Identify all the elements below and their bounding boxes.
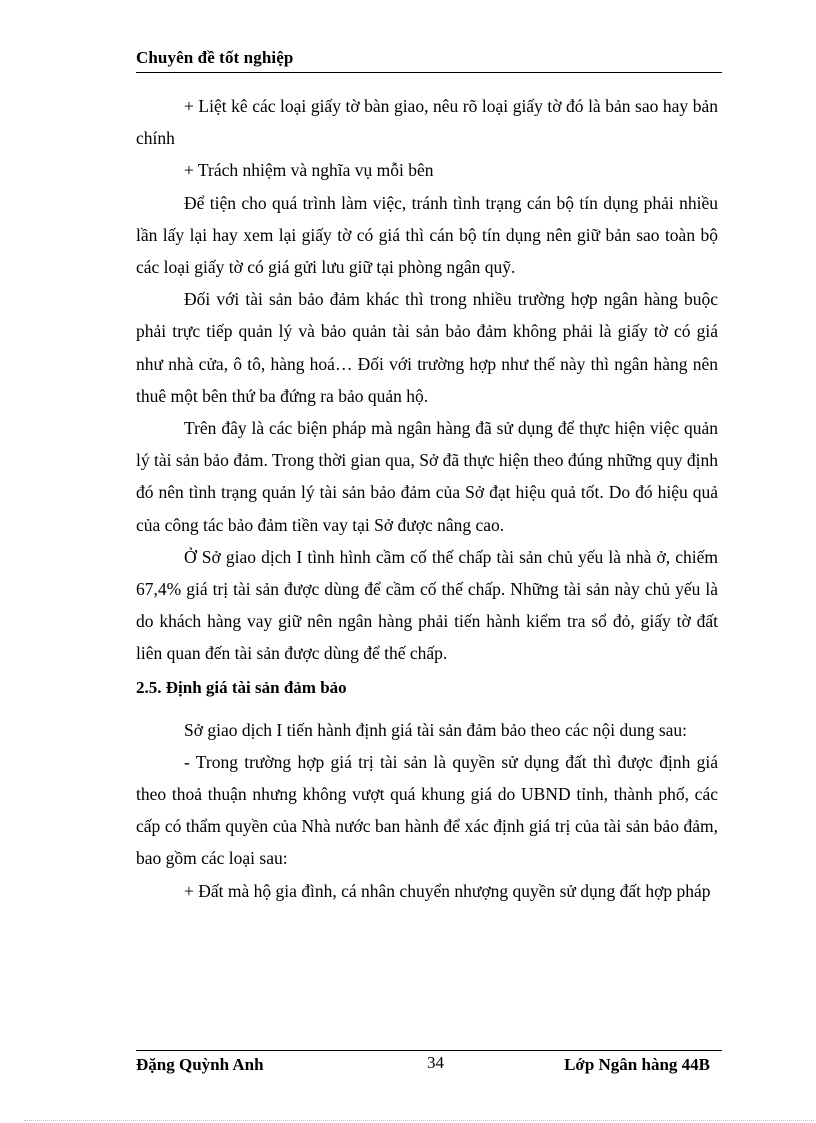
paragraph-other-collateral: Đối với tài sản bảo đảm khác thì trong nhiều trường hợp ngân hàng buộc phải trực tiếp quản lý và bảo quản tài sản bảo đảm không phải là giấy tờ có giá như nhà cửa, ô tô, hàng hoá… Đối với trường hợp như thế này thì ngân hàng nên thuê một bên thứ ba đứng ra bảo quản hộ. [136,289,718,406]
paragraph-measures-summary: Trên đây là các biện pháp mà ngân hàng đã sử dụng để thực hiện việc quản lý tài sản bảo đảm. Trong thời gian qua, Sở đã thực hiện theo đúng những quy định đó nên tình trạng quản lý tài sản bảo đảm của Sở đạt hiệu quả tốt. Do đó hiệu quả của công tác bảo đảm tiền vay tại Sở được nâng cao. [136,418,718,535]
page-number: 34 [427,1053,444,1072]
footer-class-name: Lớp Ngân hàng 44B [564,1055,710,1074]
section-heading: 2.5. Định giá tài sản đảm bảo [136,677,347,697]
page-footer [136,1050,722,1077]
footer-author: Đặng Quỳnh Anh [136,1055,264,1074]
page-edge-divider [24,1120,814,1121]
paragraph-land-use-rights: - Trong trường hợp giá trị tài sản là quyền sử dụng đất thì được định giá theo thoả thuận nhưng không vượt quá khung giá do UBND tỉnh, thành phố, các cấp có thẩm quyền của Nhà nước ban hành để xác định giá trị của tài sản bảo đảm, bao gồm các loại sau: [136,751,718,869]
paragraph-land-transfer: + Đất mà hộ gia đình, cá nhân chuyển nhượng quyền sử dụng đất hợp pháp [184,880,711,901]
header-title: Chuyên đề tốt nghiệp [136,48,294,67]
paragraph-responsibilities: + Trách nhiệm và nghĩa vụ mỗi bên [184,160,434,181]
paragraph-mortgage-situation: Ở Sở giao dịch I tình hình cầm cố thế chấp tài sản chủ yếu là nhà ở, chiếm 67,4% giá trị tài sản được dùng để cầm cố thế chấp. Những tài sản này chủ yếu là do khách hàng vay giữ nên ngân hàng phải tiến hành kiểm tra sổ đỏ, giấy tờ đất liên quan đến tài sản được dùng để thế chấp. [136,546,718,664]
paragraph-handover-list: + Liệt kê các loại giấy tờ bàn giao, nêu rõ loại giấy tờ đó là bản sao hay bản chính [136,96,718,149]
document-body [136,90,718,907]
page-header [136,48,722,73]
paragraph-convenience: Để tiện cho quá trình làm việc, tránh tình trạng cán bộ tín dụng phải nhiều lần lấy lại hay xem lại giấy tờ có giá thì cán bộ tín dụng nên giữ bản sao toàn bộ các loại giấy tờ có giá gửi lưu giữ tại phòng ngân quỹ. [136,192,718,278]
paragraph-valuation-intro: Sở giao dịch I tiến hành định giá tài sản đảm bảo theo các nội dung sau: [184,719,688,740]
